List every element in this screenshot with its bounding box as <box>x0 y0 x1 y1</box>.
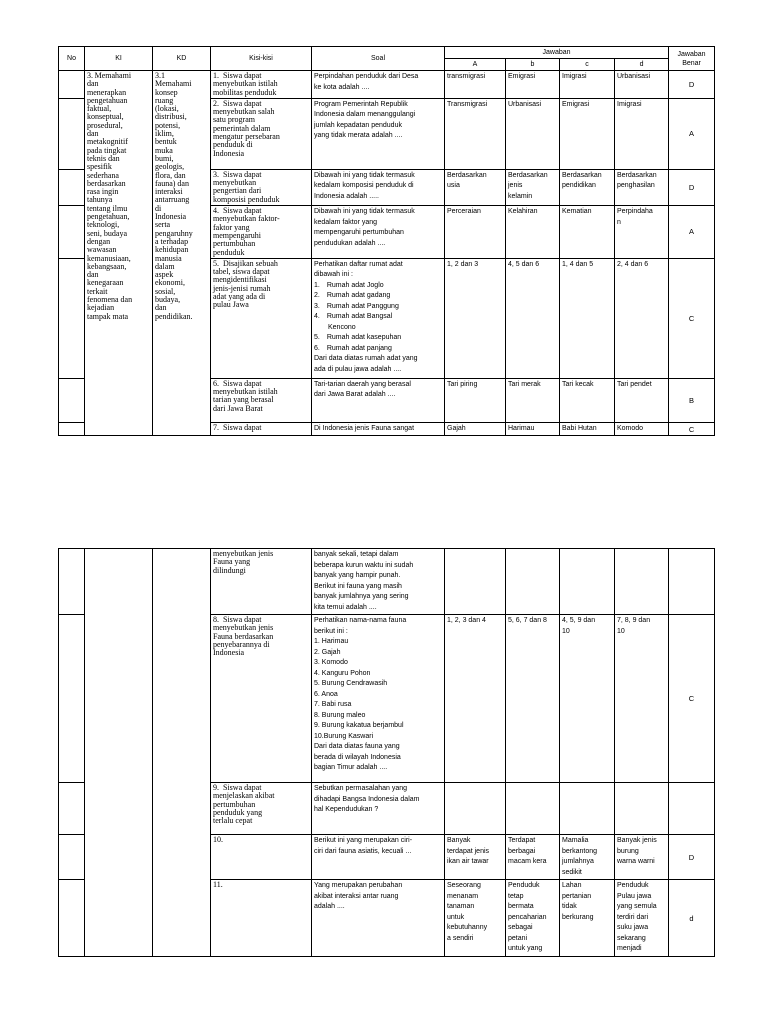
no-cell <box>59 206 85 259</box>
header-kd: KD <box>153 47 211 71</box>
option-d-cell: Banyak jenis burung warna warni <box>615 835 669 880</box>
option-a-cell: Banyak terdapat jenis ikan air tawar <box>445 835 506 880</box>
header-row <box>59 47 715 59</box>
option-d-cell <box>615 783 669 835</box>
no-cell <box>59 835 85 880</box>
answer-key-cell: C <box>669 615 715 783</box>
no-cell <box>59 71 85 99</box>
option-c-cell: Emigrasi <box>560 98 615 169</box>
soal-cell: Yang merupakan perubahan akibat interaksi antar ruang adalah .... <box>312 880 445 957</box>
answer-key-cell: A <box>669 206 715 259</box>
answer-key-cell: D <box>669 71 715 99</box>
table-row <box>59 71 715 99</box>
answer-key-cell: d <box>669 880 715 957</box>
answer-key-cell: B <box>669 378 715 422</box>
ki-cell: 3. Memahami dan menerapkan pengetahuan faktual, konseptual, prosedural, dan metakognitif pada tingkat teknis dan spesifik sederhana berdasarkan rasa ingin tahunya tentang ilmu pengetahuan, teknologi, seni, budaya dengan wawasan kemanusiaan, kebangsaan, dan kenegaraan terkait fenomena dan kejadian tampak mata <box>85 71 153 436</box>
kisi-cell: 8. Siswa dapat menyebutkan jenis Fauna berdasarkan penyebarannya di Indonesia <box>211 615 312 783</box>
option-b-cell: Urbanisasi <box>506 98 560 169</box>
option-b-cell: Berdasarkan jenis kelamin <box>506 169 560 205</box>
option-a-cell: Gajah <box>445 422 506 436</box>
no-cell <box>59 783 85 835</box>
kisi-cell: 5. Disajikan sebuah tabel, siswa dapat mengidentifikasi jenis-jenisi rumah adat yang ada di pulau Jawa <box>211 258 312 378</box>
option-c-cell: 1, 4 dan 5 <box>560 258 615 378</box>
option-d-cell <box>615 549 669 615</box>
table-row <box>59 549 715 615</box>
header-jawaban-benar: Jawaban Benar <box>669 47 715 71</box>
option-b-cell: 5, 6, 7 dan 8 <box>506 615 560 783</box>
no-cell <box>59 422 85 436</box>
option-a-cell: Transmigrasi <box>445 98 506 169</box>
kisi-cell: 11. <box>211 880 312 957</box>
answer-key-cell: C <box>669 258 715 378</box>
option-d-cell: 2, 4 dan 6 <box>615 258 669 378</box>
option-c-cell: Lahan pertanian tidak berkurang <box>560 880 615 957</box>
option-c-cell <box>560 783 615 835</box>
option-a-cell: Tari piring <box>445 378 506 422</box>
kisi-cell: 10. <box>211 835 312 880</box>
no-cell <box>59 615 85 783</box>
option-d-cell: Imigrasi <box>615 98 669 169</box>
option-b-cell: Kelahiran <box>506 206 560 259</box>
option-a-cell: Perceraian <box>445 206 506 259</box>
answer-key-cell: A <box>669 98 715 169</box>
header-soal: Soal <box>312 47 445 71</box>
option-d-cell: 7, 8, 9 dan 10 <box>615 615 669 783</box>
kd-cell: 3.1 Memahami konsep ruang (lokasi, distribusi, potensi, iklim, bentuk muka bumi, geologis, flora, dan fauna) dan interaksi antarruang di Indonesia serta pengaruhny a terhadap kehidupan manusia dalam aspek ekonomi, sosial, budaya, dan pendidikan. <box>153 71 211 436</box>
kisi-cell: 1. Siswa dapat menyebutkan istilah mobilitas penduduk <box>211 71 312 99</box>
soal-cell: Perpindahan penduduk dari Desa ke kota adalah .... <box>312 71 445 99</box>
option-c-cell: Mamalia berkantong jumlahnya sedikit <box>560 835 615 880</box>
soal-cell: Berikut ini yang merupakan ciri- ciri dari fauna asiatis, kecuali ... <box>312 835 445 880</box>
soal-cell: Perhatikan nama-nama fauna berikut ini : 1. Harimau 2. Gajah 3. Komodo 4. Kanguru Pohon 5. Burung Cendrawasih 6. Anoa 7. Babi rusa 8. Burung maleo 9. Burung kakatua berjambul 10.Burung Kaswari Dari data diatas fauna yang berada di wilayah Indonesia bagian Timur adalah .... <box>312 615 445 783</box>
option-b-cell <box>506 783 560 835</box>
soal-cell: Tari-tarian daerah yang berasal dari Jawa Barat adalah .... <box>312 378 445 422</box>
option-a-cell: Berdasarkan usia <box>445 169 506 205</box>
header-jawaban: Jawaban <box>445 47 669 59</box>
option-b-cell: Penduduk tetap bermata pencaharian sebagai petani untuk yang <box>506 880 560 957</box>
option-d-cell: Tari pendet <box>615 378 669 422</box>
answer-key-cell <box>669 783 715 835</box>
option-a-cell: transmigrasi <box>445 71 506 99</box>
option-b-cell: Emigrasi <box>506 71 560 99</box>
answer-key-cell: C <box>669 422 715 436</box>
no-cell <box>59 98 85 169</box>
option-b-cell <box>506 549 560 615</box>
option-d-cell: Berdasarkan penghasilan <box>615 169 669 205</box>
no-cell <box>59 880 85 957</box>
header-option-c: c <box>560 59 615 71</box>
kisi-cell: 7. Siswa dapat <box>211 422 312 436</box>
option-c-cell: Tari kecak <box>560 378 615 422</box>
header-option-b: b <box>506 59 560 71</box>
no-cell <box>59 169 85 205</box>
option-c-cell <box>560 549 615 615</box>
option-b-cell: Terdapat berbagai macam kera <box>506 835 560 880</box>
kisi-cell: menyebutkan jenis Fauna yang dilindungi <box>211 549 312 615</box>
option-c-cell: 4, 5, 9 dan 10 <box>560 615 615 783</box>
soal-cell: Di Indonesia jenis Fauna sangat <box>312 422 445 436</box>
option-b-cell: Harimau <box>506 422 560 436</box>
header-option-d: d <box>615 59 669 71</box>
kisi-cell: 9. Siswa dapat menjelaskan akibat pertumbuhan penduduk yang terlalu cepat <box>211 783 312 835</box>
option-d-cell: Urbanisasi <box>615 71 669 99</box>
kisi-cell: 2. Siswa dapat menyebutkan salah satu program pemerintah dalam mengatur persebaran penduduk di Indonesia <box>211 98 312 169</box>
option-a-cell: 1, 2 dan 3 <box>445 258 506 378</box>
option-a-cell: Seseorang menanam tanaman untuk kebutuhanny a sendiri <box>445 880 506 957</box>
option-a-cell: 1, 2, 3 dan 4 <box>445 615 506 783</box>
header-kisi-kisi: Kisi-kisi <box>211 47 312 71</box>
ki-cell <box>85 549 153 957</box>
option-c-cell: Kematian <box>560 206 615 259</box>
option-b-cell: Tari merak <box>506 378 560 422</box>
option-d-cell: Penduduk Pulau jawa yang semula terdiri dari suku jawa sekarang menjadi <box>615 880 669 957</box>
kd-cell <box>153 549 211 957</box>
kisi-cell: 3. Siswa dapat menyebutkan pengertian dari komposisi penduduk <box>211 169 312 205</box>
option-d-cell: Perpindaha n <box>615 206 669 259</box>
soal-cell: Dibawah ini yang tidak termasuk kedalam faktor yang mempengaruhi pertumbuhan pendudukan adalah .... <box>312 206 445 259</box>
no-cell <box>59 549 85 615</box>
exam-grid-table-page-1 <box>58 46 715 436</box>
kisi-cell: 4. Siswa dapat menyebutkan faktor- faktor yang mempengaruhi pertumbuhan penduduk <box>211 206 312 259</box>
kisi-cell: 6. Siswa dapat menyebutkan istilah tarian yang berasal dari Jawa Barat <box>211 378 312 422</box>
option-c-cell: Imigrasi <box>560 71 615 99</box>
header-option-a: A <box>445 59 506 71</box>
exam-grid-table-page-2 <box>58 548 715 957</box>
soal-cell: Perhatikan daftar rumat adat dibawah ini : 1. Rumah adat Joglo 2. Rumah adat gadang 3. Rumah adat Panggung 4. Rumah adat Bangsal Kencono 5. Rumah adat kasepuhan 6. Rumah adat panjang Dari data diatas rumah adat yang ada di pulau jawa adalah .... <box>312 258 445 378</box>
soal-cell: Program Pemerintah Republik Indonesia dalam menanggulangi jumlah kepadatan penduduk yang tidak merata adalah .... <box>312 98 445 169</box>
soal-cell: Dibawah ini yang tidak termasuk kedalam komposisi penduduk di Indonesia adalah ..... <box>312 169 445 205</box>
soal-cell: banyak sekali, tetapi dalam beberapa kurun waktu ini sudah banyak yang hampir punah. Berikut ini fauna yang masih banyak jumlahnya yang sering kita temui adalah .... <box>312 549 445 615</box>
answer-key-cell: D <box>669 169 715 205</box>
answer-key-cell: D <box>669 835 715 880</box>
option-c-cell: Berdasarkan pendidikan <box>560 169 615 205</box>
option-a-cell <box>445 783 506 835</box>
no-cell <box>59 258 85 378</box>
option-c-cell: Babi Hutan <box>560 422 615 436</box>
no-cell <box>59 378 85 422</box>
option-d-cell: Komodo <box>615 422 669 436</box>
header-ki: KI <box>85 47 153 71</box>
header-no: No <box>59 47 85 71</box>
option-a-cell <box>445 549 506 615</box>
soal-cell: Sebutkan permasalahan yang dihadapi Bangsa Indonesia dalam hal Kependudukan ? <box>312 783 445 835</box>
option-b-cell: 4, 5 dan 6 <box>506 258 560 378</box>
answer-key-cell <box>669 549 715 615</box>
